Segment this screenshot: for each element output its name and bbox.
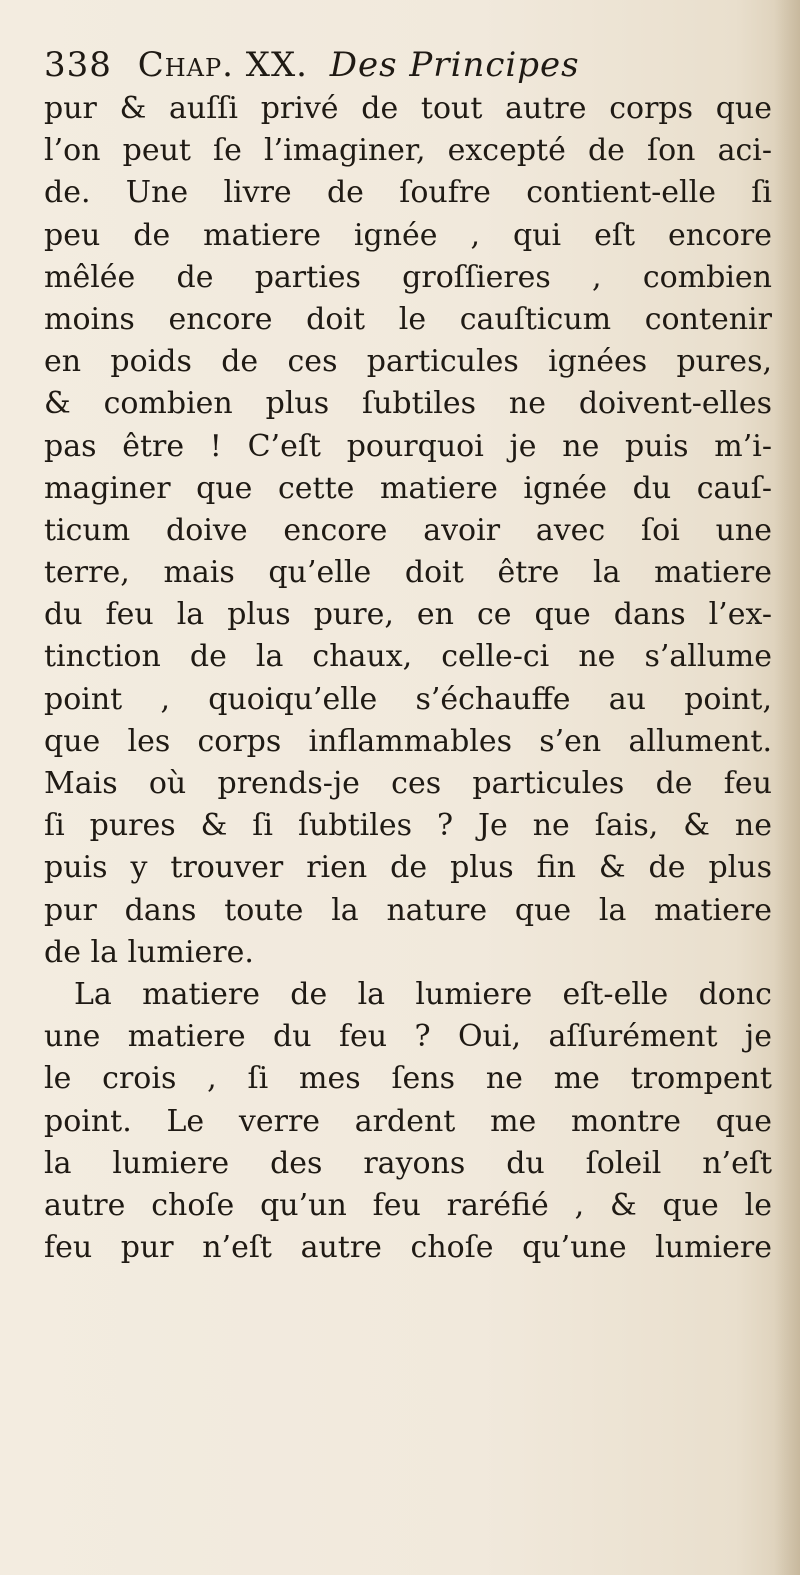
body-text — [44, 88, 772, 1269]
text-line: puis y trouver rien de plus fin & de plus — [44, 850, 772, 886]
text-line: moins encore doit le cauſticum contenir — [44, 301, 772, 337]
text-line: que les corps inflammables s’en allument. — [44, 723, 772, 759]
text-line: l’on peut ſe l’imaginer, excepté de ſon aci- — [44, 133, 772, 169]
running-head — [44, 42, 772, 88]
text-line: terre, mais qu’elle doit être la matiere — [44, 555, 772, 591]
paragraph-end-line: de la lumiere. — [44, 934, 254, 970]
text-line: du feu la plus pure, en ce que dans l’ex- — [44, 597, 772, 633]
text-line: Mais où prends-je ces particules de feu — [44, 766, 772, 801]
text-line: le crois , ſi mes ſens ne me trompent — [44, 1061, 772, 1097]
text-line: une matiere du feu ? Oui, aſſurément je — [44, 1019, 772, 1055]
text-line: pur & auſſi privé de tout autre corps que — [44, 91, 772, 126]
text-line: la lumiere des rayons du ſoleil n’eſt — [44, 1145, 772, 1181]
text-block — [44, 42, 772, 1269]
page-edge-shadow — [774, 0, 800, 1575]
paragraph-start-line: La matiere de la lumiere eſt-elle donc — [74, 976, 772, 1012]
text-line: pur dans toute la nature que la matiere — [44, 892, 772, 928]
chapter-label: Chap. XX. — [137, 45, 308, 85]
page-number: 338 — [44, 45, 112, 85]
chapter-title: Des Principes — [329, 45, 580, 85]
text-line: peu de matiere ignée , qui eſt encore — [44, 217, 772, 253]
text-line: de. Une livre de ſoufre contient-elle ſi — [44, 175, 772, 211]
text-line: point. Le verre ardent me montre que — [44, 1103, 772, 1139]
text-line: ticum doive encore avoir avec ſoi une — [44, 512, 772, 548]
text-line: maginer que cette matiere ignée du cauſ- — [44, 470, 772, 506]
text-line: point , quoiqu’elle s’échauffe au point, — [44, 681, 772, 717]
text-line: pas être ! C’eſt pourquoi je ne puis m’i- — [44, 428, 772, 464]
text-line: feu pur n’eſt autre choſe qu’une lumiere — [44, 1230, 772, 1266]
text-line: en poids de ces particules ignées pures, — [44, 344, 772, 380]
text-line: mêlée de parties groſſieres , combien — [44, 259, 772, 295]
text-line: autre choſe qu’un feu raréfié , & que le — [44, 1187, 772, 1223]
text-line: ſi pures & ſi ſubtiles ? Je ne ſais, & ne — [44, 808, 772, 844]
text-line: & combien plus ſubtiles ne doivent-elles — [44, 386, 772, 422]
text-line: tinction de la chaux, celle-ci ne s’allume — [44, 639, 772, 675]
